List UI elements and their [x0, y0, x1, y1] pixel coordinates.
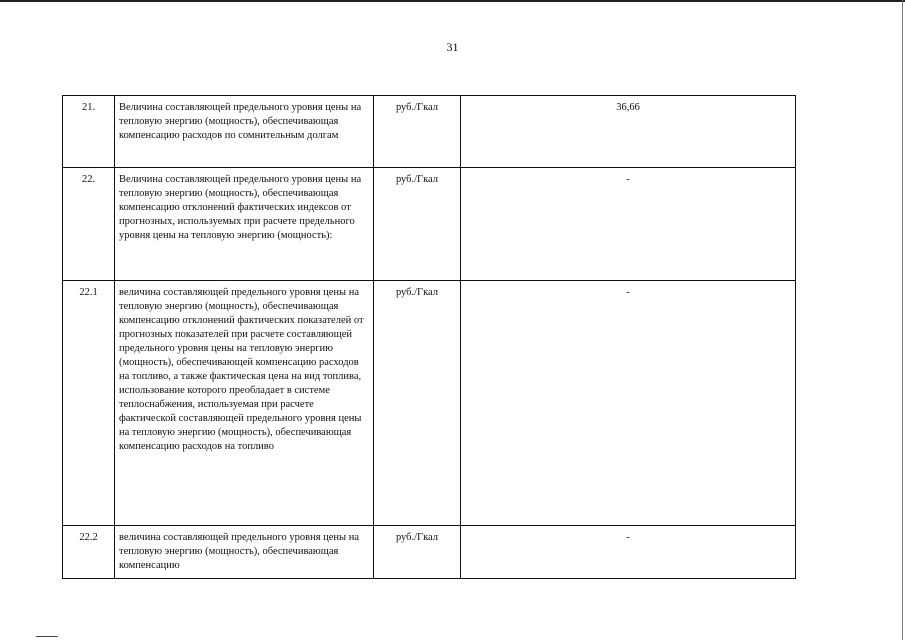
row-value: - [461, 168, 796, 281]
row-value: 36,66 [461, 96, 796, 168]
row-number: 22.2 [63, 526, 115, 579]
row-name-text: величина составляющей предельного уровня цены на тепловую энергию (мощность), обеспечивающая компенсацию отклонений фактических показателей от прогнозных показателей при расчете составляющей предельного уровня цены на тепловую энергию (мощность), обеспечивающей компенсацию расходов на топливо, а также фактическая цена на вид топлива, использование которого преобладает в системе теплоснабжения, используемая при расчете фактической составляющей предельного уровня цены на тепловую энергию (мощность), обеспечивающая компенсацию расходов на топливо [119, 287, 364, 452]
row-name [115, 281, 374, 526]
row-value: - [461, 281, 796, 526]
row-unit: руб./Гкал [374, 281, 461, 526]
table-row [63, 96, 796, 168]
row-number: 22.1 [63, 281, 115, 526]
row-name-text: величина составляющей предельного уровня цены на тепловую энергию (мощность), обеспечивающая компенсацию [119, 532, 360, 571]
table-row [63, 526, 796, 579]
table-row [63, 168, 796, 281]
row-name [115, 168, 374, 281]
page-number: 31 [446, 40, 459, 54]
scan-right-border [902, 0, 903, 640]
scan-top-border [0, 0, 905, 2]
row-name-text: Величина составляющей предельного уровня цены на тепловую энергию (мощность), обеспечивающая компенсацию отклонений фактических индексов от прогнозных, используемых при расчете предельного уровня цены на тепловую энергию (мощность): [119, 174, 362, 241]
row-number: 22. [63, 168, 115, 281]
tariff-table [62, 95, 796, 579]
row-unit: руб./Гкал [374, 526, 461, 579]
row-unit: руб./Гкал [374, 96, 461, 168]
row-number: 21. [63, 96, 115, 168]
row-name-text: Величина составляющей предельного уровня цены на тепловую энергию (мощность), обеспечивающая компенсацию расходов по сомнительным долгам [119, 102, 362, 141]
scan-bottom-mark [36, 636, 58, 637]
row-name [115, 526, 374, 579]
row-name [115, 96, 374, 168]
table-row [63, 281, 796, 526]
row-value: - [461, 526, 796, 579]
row-unit: руб./Гкал [374, 168, 461, 281]
